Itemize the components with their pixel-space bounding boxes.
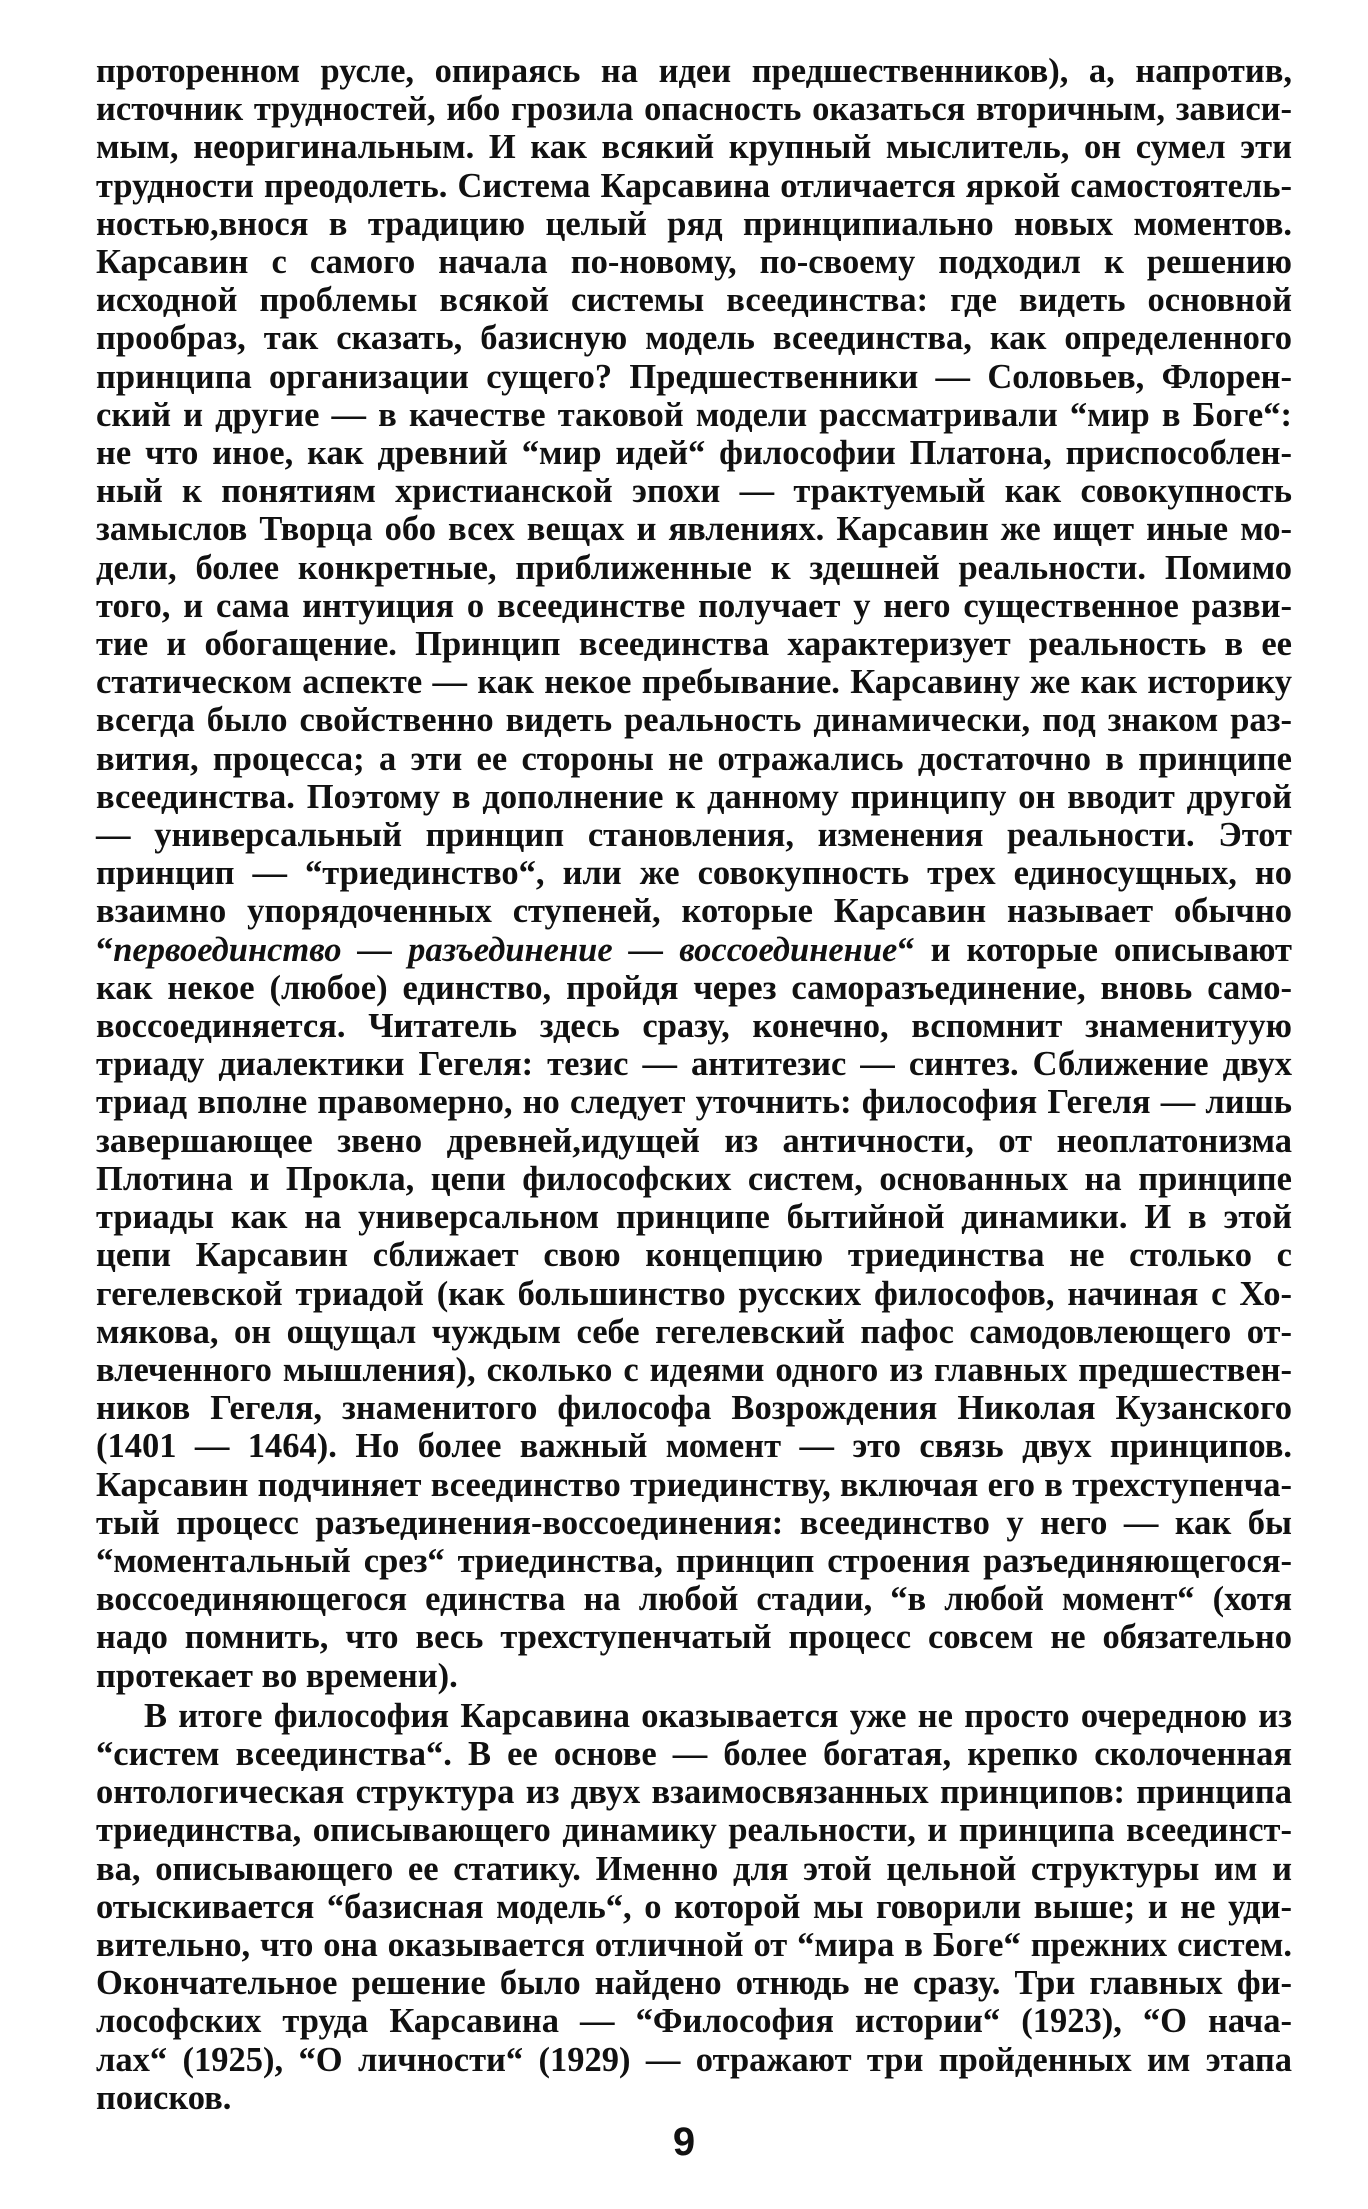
text-line: онтологическая структура из двух взаимосвязанных принципов: принципа: [96, 1773, 1292, 1812]
text-line: “систем всеединства“. В ее основе — более богатая, крепко сколоченная: [96, 1734, 1292, 1773]
text-line: взаимно упорядоченных ступеней, которые Карсавин называет обычно: [96, 892, 1292, 931]
text-line: воссоединяется. Читатель здесь сразу, конечно, вспомнит знаменитуую: [96, 1007, 1292, 1046]
text-line: ский и другие — в качестве таковой модели рассматривали “мир в Боге“:: [96, 395, 1292, 434]
text-line: (1401 — 1464). Но более важный момент — это связь двух принципов.: [96, 1427, 1292, 1466]
text-line: лософских труда Карсавина — “Философия истории“ (1923), “О нача-: [96, 2002, 1292, 2041]
text-line: триад вполне правомерно, но следует уточнить: философия Гегеля — лишь: [96, 1083, 1292, 1122]
text-line: лах“ (1925), “О личности“ (1929) — отражают три пройденных им этапа: [96, 2040, 1292, 2079]
text-line: надо помнить, что весь трехступенчатый процесс совсем не обязательно: [96, 1618, 1292, 1657]
text-line: влеченного мышления), сколько с идеями одного из главных предшествен-: [96, 1350, 1292, 1389]
text-line: мым, неоригинальным. И как всякий крупный мыслитель, он сумел эти: [96, 128, 1292, 167]
quote-close-text: “ и которые описывают: [897, 930, 1292, 969]
text-line: проторенном русле, опираясь на идеи предшественников), а, напротив,: [96, 52, 1292, 90]
italic-phrase: первоединство — разъединение — воссоединение: [113, 930, 898, 969]
text-line: всеединства. Поэтому в дополнение к данному принципу он вводит другой: [96, 777, 1292, 816]
text-line: воссоединяющегося единства на любой стадии, “в любой момент“ (хотя: [96, 1580, 1292, 1619]
text-line: статическом аспекте — как некое пребывание. Карсавину же как историку: [96, 663, 1292, 702]
text-line: цепи Карсавин сближает свою концепцию триединства не столько с: [96, 1236, 1292, 1275]
text-line: гегелевской триадой (как большинство русских философов, начиная с Хо-: [96, 1274, 1292, 1313]
text-line: поисков.: [96, 2078, 232, 2117]
text-line: “моментальный срез“ триединства, принцип строения разъединяющегося-: [96, 1541, 1292, 1580]
quote-open: “: [96, 930, 114, 969]
text-line: не что иное, как древний “мир идей“ философии Платона, приспособлен-: [96, 434, 1292, 473]
text-line: отыскивается “базисная модель“, о которой мы говорили выше; и не уди-: [96, 1887, 1292, 1926]
paragraph-2: [96, 1697, 1292, 2117]
text-line: ностью,внося в традицию целый ряд принципиально новых моментов.: [96, 204, 1292, 243]
text-line: протекает во времени).: [96, 1656, 458, 1695]
text-line: принцип — “триединство“, или же совокупность трех единосущных, но: [96, 854, 1292, 893]
text-line: трудности преодолеть. Система Карсавина отличается яркой самостоятель-: [96, 166, 1292, 205]
text-line: Карсавин подчиняет всеединство триединству, включая его в трехступенча-: [96, 1465, 1292, 1504]
text-line: триады как на универсальном принципе бытийной динамики. И в этой: [96, 1198, 1292, 1237]
text-line: мякова, он ощущал чуждым себе гегелевский пафос самодовлеющего от-: [96, 1312, 1292, 1351]
text-line: В итоге философия Карсавина оказывается уже не просто очередною из: [144, 1696, 1292, 1735]
text-line: — универсальный принцип становления, изменения реальности. Этот: [96, 816, 1292, 855]
text-line: Окончательное решение было найдено отнюдь не сразу. Три главных фи-: [96, 1964, 1292, 2003]
text-line: дели, более конкретные, приближенные к здешней реальности. Помимо: [96, 548, 1292, 587]
text-line: замыслов Творца обо всех вещах и явлениях. Карсавин же ищет иные мо-: [96, 510, 1292, 549]
page-body: [96, 52, 1292, 2117]
text-line: принципа организации сущего? Предшественники — Соловьев, Флорен-: [96, 357, 1292, 396]
text-line: как некое (любое) единство, пройдя через саморазъединение, вновь само-: [96, 968, 1292, 1007]
text-line: триаду диалектики Гегеля: тезис — антитезис — синтез. Сближение двух: [96, 1045, 1292, 1084]
paragraph-1: [96, 52, 1292, 1695]
text-line: Плотина и Прокла, цепи философских систем, основанных на принципе: [96, 1159, 1292, 1198]
text-line: тие и обогащение. Принцип всеединства характеризует реальность в ее: [96, 625, 1292, 664]
text-line: того, и сама интуиция о всеединстве получает у него существенное разви-: [96, 586, 1292, 625]
text-line: вития, процесса; а эти ее стороны не отражались достаточно в принципе: [96, 739, 1292, 778]
text-line: Карсавин с самого начала по-новому, по-своему подходил к решению: [96, 243, 1292, 282]
text-line: ный к понятиям христианской эпохи — трактуемый как совокупность: [96, 472, 1292, 511]
text-line: вительно, что она оказывается отличной от “мира в Боге“ прежних систем.: [96, 1925, 1292, 1964]
text-line: источник трудностей, ибо грозила опасность оказаться вторичным, зависи-: [96, 90, 1292, 129]
text-line: тый процесс разъединения-воссоединения: всеединство у него — как бы: [96, 1503, 1292, 1542]
text-line: ников Гегеля, знаменитого философа Возрождения Николая Кузанского: [96, 1389, 1292, 1428]
text-line: исходной проблемы всякой системы всеединства: где видеть основной: [96, 281, 1292, 320]
page-number: 9: [672, 2120, 696, 2164]
text-line: всегда было свойственно видеть реальность динамически, под знаком раз-: [96, 701, 1292, 740]
text-line: прообраз, так сказать, базисную модель всеединства, как определенного: [96, 319, 1292, 358]
text-line: ва, описывающего ее статику. Именно для этой цельной структуры им и: [96, 1849, 1292, 1888]
text-line-italic: [96, 931, 1292, 969]
text-line: завершающее звено древней,идущей из античности, от неоплатонизма: [96, 1121, 1292, 1160]
text-line: триединства, описывающего динамику реальности, и принципа всеединст-: [96, 1811, 1292, 1850]
